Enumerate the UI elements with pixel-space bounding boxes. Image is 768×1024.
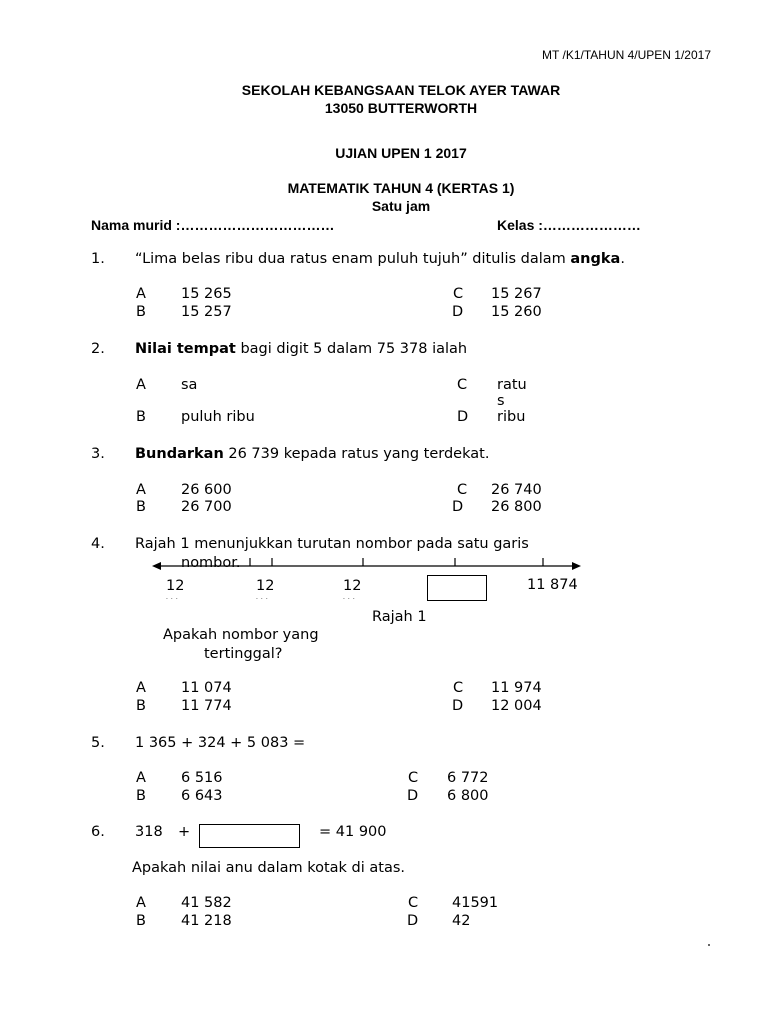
- class-field: Kelas :…………………: [497, 217, 641, 233]
- student-name-field: Nama murid :……………………………: [91, 217, 335, 233]
- numberline-label: 12: [166, 578, 185, 594]
- plus-sign: +: [178, 824, 191, 840]
- school-address: 13050 BUTTERWORTH: [324, 100, 478, 116]
- option-value: 26 600: [181, 482, 232, 498]
- question-text: Bundarkan 26 739 kepada ratus yang terdekat.: [135, 446, 490, 462]
- option-value: 26 800: [491, 499, 542, 515]
- numberline-label: 12: [256, 578, 275, 594]
- question-number: 1.: [91, 251, 105, 267]
- option-letter: D: [407, 788, 419, 804]
- option-value: sa: [181, 377, 198, 393]
- option-letter: B: [136, 913, 146, 929]
- question-text: Nilai tempat bagi digit 5 dalam 75 378 ialah: [135, 341, 468, 357]
- option-letter: A: [136, 286, 146, 302]
- exam-title: UJIAN UPEN 1 2017: [335, 145, 467, 161]
- option-letter: C: [453, 286, 464, 302]
- question-number: 3.: [91, 446, 105, 462]
- question-text: Rajah 1 menunjukkan turutan nombor pada satu garis: [135, 536, 529, 552]
- option-letter: A: [136, 482, 146, 498]
- option-value: 15 257: [181, 304, 232, 320]
- numberline-label-cut: ...: [343, 594, 358, 601]
- question-number: 4.: [91, 536, 105, 552]
- option-value: 26 740: [491, 482, 542, 498]
- sub-question: Apakah nombor yang: [163, 627, 319, 643]
- option-letter: D: [452, 499, 464, 515]
- option-value: 11 074: [181, 680, 232, 696]
- subject-title: MATEMATIK TAHUN 4 (KERTAS 1): [287, 180, 515, 196]
- question-text: “Lima belas ribu dua ratus enam puluh tujuh” ditulis dalam angka.: [135, 251, 625, 267]
- option-letter: D: [452, 304, 464, 320]
- option-value: 6 800: [447, 788, 489, 804]
- option-value: 41 218: [181, 913, 232, 929]
- option-letter: C: [408, 895, 419, 911]
- option-letter: B: [136, 788, 146, 804]
- equation-term: 318: [135, 824, 163, 840]
- option-letter: A: [136, 895, 146, 911]
- option-value: 12 004: [491, 698, 542, 714]
- option-value: ribu: [497, 409, 526, 425]
- option-letter: D: [457, 409, 469, 425]
- option-letter: B: [136, 409, 146, 425]
- option-value: 15 265: [181, 286, 232, 302]
- option-value: 11 974: [491, 680, 542, 696]
- option-letter: B: [136, 499, 146, 515]
- page-speck: [708, 944, 710, 946]
- option-letter: D: [407, 913, 419, 929]
- question-text-continued: nombor.: [181, 555, 241, 571]
- option-value: puluh ribu: [181, 409, 255, 425]
- option-value: ratu: [497, 377, 527, 393]
- option-value-wrap: s: [497, 393, 505, 409]
- sub-question: Apakah nilai anu dalam kotak di atas.: [132, 860, 406, 876]
- option-value: 15 267: [491, 286, 542, 302]
- option-value: 41591: [452, 895, 499, 911]
- figure-caption: Rajah 1: [372, 609, 427, 625]
- option-value: 15 260: [491, 304, 542, 320]
- question-number: 5.: [91, 735, 105, 751]
- option-letter: C: [457, 377, 468, 393]
- school-name: SEKOLAH KEBANGSAAN TELOK AYER TAWAR: [241, 82, 561, 98]
- option-letter: B: [136, 304, 146, 320]
- option-letter: A: [136, 770, 146, 786]
- option-value: 41 582: [181, 895, 232, 911]
- option-letter: B: [136, 698, 146, 714]
- equation-result: = 41 900: [319, 824, 387, 840]
- option-letter: C: [453, 680, 464, 696]
- option-value: 11 774: [181, 698, 232, 714]
- option-letter: A: [136, 377, 146, 393]
- sub-question-continued: tertinggal?: [204, 646, 283, 662]
- option-letter: A: [136, 680, 146, 696]
- number-line: [150, 556, 590, 578]
- numberline-label-cut: ...: [166, 594, 181, 601]
- option-value: 26 700: [181, 499, 232, 515]
- option-letter: C: [408, 770, 419, 786]
- option-letter: D: [452, 698, 464, 714]
- question-text: 1 365 + 324 + 5 083 =: [135, 735, 306, 751]
- document-code: MT /K1/TAHUN 4/UPEN 1/2017: [542, 48, 711, 62]
- missing-number-box: [427, 575, 487, 601]
- option-value: 6 643: [181, 788, 223, 804]
- question-number: 2.: [91, 341, 105, 357]
- exam-duration: Satu jam: [371, 198, 431, 214]
- numberline-label: 12: [343, 578, 362, 594]
- question-number: 6.: [91, 824, 105, 840]
- numberline-label-cut: ...: [256, 594, 271, 601]
- unknown-value-box: [199, 824, 300, 848]
- numberline-end-value: 11 874: [527, 577, 578, 593]
- option-value: 6 772: [447, 770, 489, 786]
- option-value: 42: [452, 913, 471, 929]
- option-value: 6 516: [181, 770, 223, 786]
- option-letter: C: [457, 482, 468, 498]
